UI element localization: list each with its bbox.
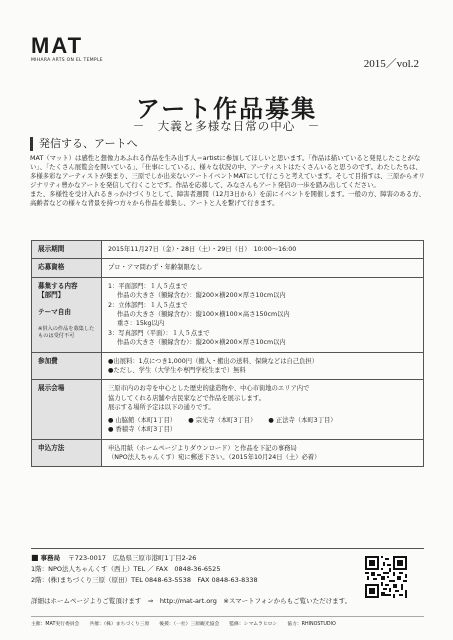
qr-code-icon — [365, 556, 407, 598]
footer-organizer: 主催：MAT実行委員会 — [31, 622, 80, 627]
venue-line: 協力してくれる店舗や古民家などで作品を展示します。 — [108, 394, 265, 402]
row-label: 参加費 — [32, 352, 102, 380]
fee-line: ●ただし、学生（大学生や専門学校生まで）無料 — [108, 367, 246, 375]
table-row — [32, 380, 424, 439]
info-table — [31, 240, 424, 467]
issue-number: 2015／vol.2 — [363, 58, 419, 70]
office-heading: 事務局 — [40, 554, 61, 562]
office-contact-1: 1階：NPO法人ちゃんくす（西上）TEL ／ FAX 0848-36-6525 — [31, 565, 221, 573]
row-value — [102, 380, 424, 439]
venue-line: 三原市内のお寺を中心とした歴史的建造物や、中心市街地のエリア内で — [108, 385, 310, 393]
intro-text — [30, 154, 426, 207]
category-note: ※併入の作品を募集したものは受付不可 — [38, 326, 95, 340]
category-line: 重さ：15kg以内 — [117, 320, 165, 328]
table-row — [32, 439, 424, 467]
footer-supporter: 後援：（一社）三原観光協会 — [159, 622, 220, 627]
intro-paragraph: MAT（マット）は感性と想像力あふれる作品を生み出す人＝artistに参加してほしいと思います。「作品は描いていると発見したことがない」、「たくさん展覧会を開いている」、「仕事にしている」、様々な状況の中、アーティストはたくさんいると思うのです。わたしたちは、多様多彩なアーティストが集まり、三原でしか出来ないアートイベントMATにして行こうと考えています。そして目指すは、三原からオリジナリティ豊かなアートを発信して行くことです。作品を応募して、みなさんもアート発信の一歩を踏み出してください。 — [30, 154, 425, 189]
mat-logo — [31, 35, 131, 63]
eligibility: プロ・アマ問わず・年齢制限なし — [108, 264, 203, 272]
table-row — [32, 277, 424, 352]
category-label: 募集する内容 — [38, 281, 78, 290]
category-line: 作品の大きさ（額縁含む）：縦100×横100×高さ150cm以内 — [117, 311, 290, 319]
table-row — [32, 241, 424, 259]
application-line: 申込用紙（ホームページよりダウンロード）と作品を下記の事務局 — [108, 444, 297, 452]
venue-item: ● 香積寺（本町3丁目） — [108, 426, 177, 434]
venue-line: 展示する場所予定は以下の通りです。 — [108, 404, 215, 412]
footer-credits — [31, 616, 424, 627]
row-label: 申込方法 — [32, 439, 102, 467]
fee-line: ●出展料：1点につき1,000円（搬入・搬出の送料、保険などは自己負担） — [108, 357, 319, 365]
theme-label: テーマ自由 — [38, 307, 71, 316]
category-line: 3：写真部門（平面）：１人５点まで — [108, 329, 210, 337]
venue-item: ● 山脇館（本町1丁目） — [108, 416, 177, 424]
footer-cosponsor: 共催：（株）まちづくり三原 — [89, 622, 150, 627]
website-info: 詳細はホームページよりご覧頂けます ⇒ http://mat-art.org ※スマートフォンからもご覧いただけます。 — [31, 597, 352, 605]
table-row — [32, 352, 424, 380]
logo-mark: MAT — [31, 33, 84, 58]
venue-item: ● 正法寺（本町3丁目） — [268, 416, 337, 424]
row-label: 展示期間 — [32, 241, 102, 259]
venue-list — [108, 416, 417, 425]
venue-item: ● 宗光寺（本町3丁目） — [188, 416, 257, 424]
office-marker: ■ — [31, 553, 39, 562]
table-row — [32, 259, 424, 277]
category-line: 作品の大きさ（額縁含む）：縦200×横200×厚さ10cm以内 — [117, 339, 286, 347]
logo-subtitle: MIHARA ARTS ON EL TEMPLE — [31, 58, 103, 63]
intro-heading: 発信する、アートへ — [30, 137, 138, 151]
category-sublabel: 【部門】 — [38, 291, 65, 300]
page-title: アート作品募集 — [135, 95, 318, 123]
category-line: 2：立体部門：１人５点まで — [108, 301, 188, 309]
office-address: 〒723-0017 広島県三原市港町1丁目2-26 — [68, 554, 197, 562]
intro-paragraph: また、多様性を受け入れるきっかけづくりとして、障害者週間（12月3日から）を前にイベントを開催します。一般の方、障害のある方、高齢者などの様々な背景を持つ方々から作品を募集し、アートと人を繋げて行きます。 — [30, 189, 425, 207]
application-line: （NPO法人ちゃんくす）宛に郵送下さい。（2015年10月24日（土）必着） — [108, 453, 321, 461]
row-label: 展示会場 — [32, 380, 102, 439]
page-subtitle: － 大義と多様な日常の中心 － — [132, 119, 321, 133]
category-line: 1：平面部門：１人５点まで — [108, 282, 188, 290]
row-value — [102, 277, 424, 352]
row-label — [32, 277, 102, 352]
row-value — [102, 241, 424, 259]
footer-cooperation: 協力：RHINOSTUDIO — [287, 622, 336, 627]
category-line: 作品の大きさ（額縁含む）：縦200×横200×厚さ10cm以内 — [117, 292, 286, 300]
venue-list — [108, 425, 417, 434]
exhibition-period: 2015年11月27日（金）・28日（土）・29日（日） 10:00〜16:00 — [108, 246, 297, 253]
row-value — [102, 439, 424, 467]
office-contact-2: 2階：(株)まちづくり三原（原田）TEL 0848-63-5538 FAX 0848-63-8338 — [31, 576, 258, 584]
row-label: 応募資格 — [32, 259, 102, 277]
row-value — [102, 259, 424, 277]
footer-supervisor: 監修：シマムラヒロシ — [229, 622, 278, 627]
row-value — [102, 352, 424, 380]
